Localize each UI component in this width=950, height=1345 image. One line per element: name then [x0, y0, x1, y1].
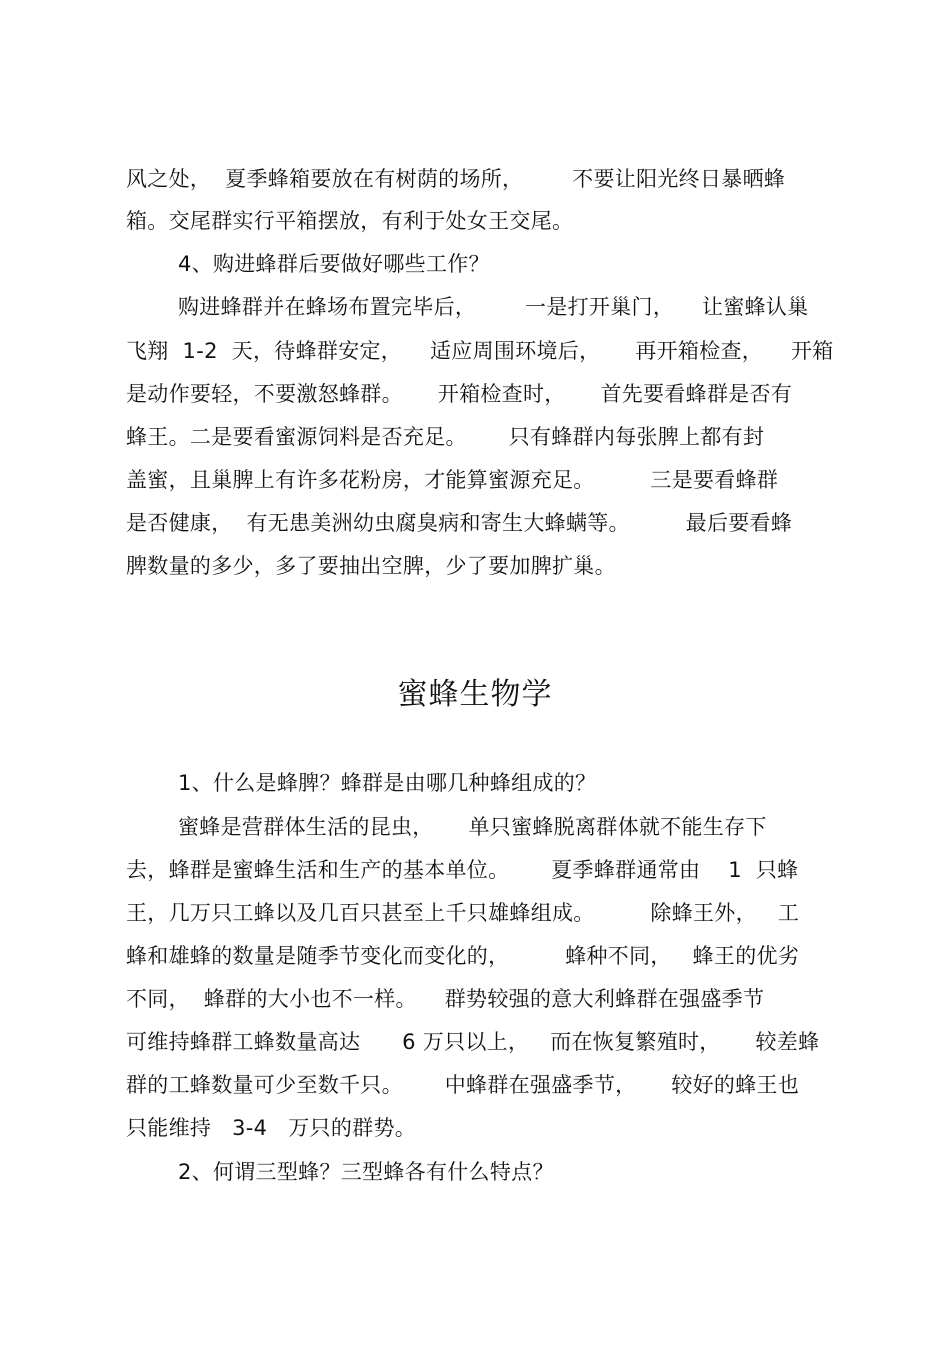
paragraph-line: 王，几万只工蜂以及几百只甚至上千只雄蜂组成。 除蜂王外， 工	[126, 901, 800, 925]
paragraph-line: 购进蜂群并在蜂场布置完毕后， 一是打开巢门， 让蜜蜂认巢	[178, 295, 809, 319]
section-title: 蜜蜂生物学	[397, 677, 553, 712]
paragraph-line: 蜜蜂是营群体生活的昆虫， 单只蜜蜂脱离群体就不能生存下	[178, 815, 767, 839]
paragraph-line: 可维持蜂群工蜂数量高达 6 万只以上， 而在恢复繁殖时， 较差蜂	[126, 1030, 820, 1054]
paragraph-line: 风之处， 夏季蜂箱要放在有树荫的场所， 不要让阳光终日暴晒蜂	[126, 167, 786, 191]
paragraph-line: 脾数量的多少，多了要抽出空脾，少了要加脾扩巢。	[126, 554, 616, 578]
paragraph-line: 不同， 蜂群的大小也不一样。 群势较强的意大利蜂群在强盛季节	[126, 987, 765, 1011]
paragraph-line: 蜂和雄蜂的数量是随季节变化而变化的， 蜂种不同， 蜂王的优劣	[126, 944, 800, 968]
question-heading: 2、何谓三型蜂？三型蜂各有什么特点？	[178, 1160, 554, 1184]
paragraph-line: 蜂王。二是要看蜜源饲料是否充足。 只有蜂群内每张脾上都有封	[126, 425, 765, 449]
paragraph-line: 群的工蜂数量可少至数千只。 中蜂群在强盛季节， 较好的蜂王也	[126, 1073, 800, 1097]
question-heading: 1、什么是蜂脾？蜂群是由哪几种蜂组成的？	[178, 771, 597, 795]
paragraph-line: 飞翔 1-2 天，待蜂群安定， 适应周围环境后， 再开箱检查， 开箱	[126, 339, 834, 363]
paragraph-line: 是动作要轻，不要激怒蜂群。 开箱检查时， 首先要看蜂群是否有	[126, 382, 793, 406]
paragraph-line: 是否健康， 有无患美洲幼虫腐臭病和寄生大蜂螨等。 最后要看蜂	[126, 511, 793, 535]
paragraph-line: 盖蜜，且巢脾上有许多花粉房，才能算蜜源充足。 三是要看蜂群	[126, 468, 779, 492]
paragraph-line: 去，蜂群是蜜蜂生活和生产的基本单位。 夏季蜂群通常由 1 只蜂	[126, 858, 799, 882]
paragraph-line: 箱。交尾群实行平箱摆放，有利于处女王交尾。	[126, 209, 574, 233]
question-heading: 4、购进蜂群后要做好哪些工作？	[178, 252, 490, 276]
paragraph-line: 只能维持 3-4 万只的群势。	[126, 1116, 417, 1140]
